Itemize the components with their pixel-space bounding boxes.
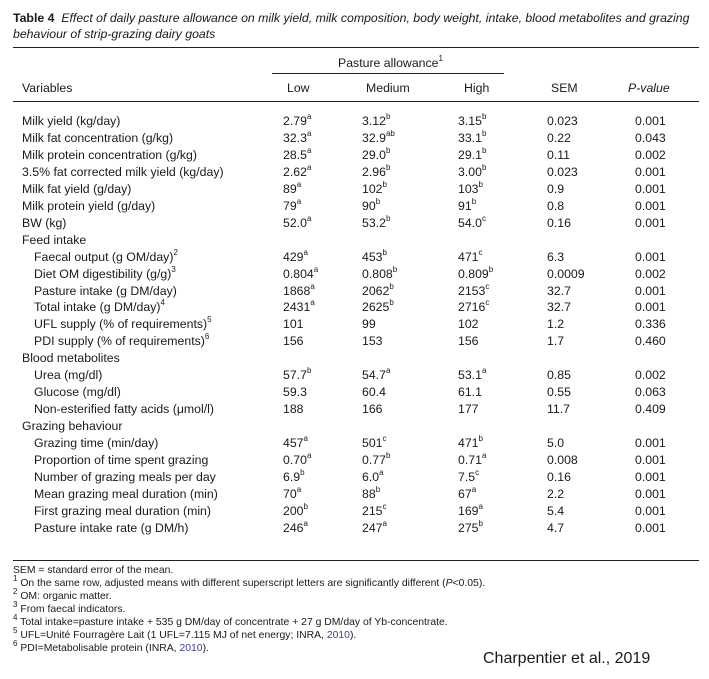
- row-label: Milk fat yield (g/day): [22, 182, 132, 196]
- footnote-6: $^6$ PDI=Metabolisable protein (INRA, 2010).: [13, 638, 209, 654]
- cell-sem: 32.7: [547, 300, 571, 314]
- row-label: Diet OM digestibility $(g/g)^3$: [34, 264, 176, 281]
- cell-p: 0.001: [635, 114, 666, 128]
- cell-sem: 11.7: [547, 402, 571, 416]
- cell-sem: 0.11: [547, 148, 571, 162]
- row-label: BW (kg): [22, 216, 67, 230]
- cell-low: 32.3$^a$: [283, 128, 312, 145]
- cell-p: 0.002: [635, 148, 666, 162]
- cell-p: 0.001: [635, 521, 666, 535]
- cell-p: 0.001: [635, 504, 666, 518]
- cell-sem: 0.55: [547, 385, 571, 399]
- cell-med: 53.2$^b$: [362, 213, 391, 230]
- cell-low: 429$^a$: [283, 247, 308, 264]
- cell-high: 0.71$^a$: [458, 450, 487, 467]
- cell-low: 57.7$^b$: [283, 365, 312, 382]
- row-label: First grazing meal duration (min): [34, 504, 211, 518]
- cell-sem: 0.22: [547, 131, 571, 145]
- cell-low: 0.804$^a$: [283, 264, 319, 281]
- cell-med: 99: [362, 317, 376, 331]
- cell-low: 70$^a$: [283, 484, 302, 501]
- cell-med: 2062$^b$: [362, 281, 394, 298]
- cell-high: 33.1$^b$: [458, 128, 487, 145]
- cell-low: 79$^a$: [283, 196, 302, 213]
- cell-sem: 0.8: [547, 199, 565, 213]
- cell-sem: 0.16: [547, 470, 571, 484]
- cell-high: 29.1$^b$: [458, 145, 487, 162]
- footnote-1: $^1$ On the same row, adjusted means with different superscript letters are significantly different (P<0.05).: [13, 573, 486, 589]
- cell-sem: 5.0: [547, 436, 565, 450]
- cell-p: 0.001: [635, 250, 666, 264]
- cell-p: 0.043: [635, 131, 666, 145]
- col-header-low: Low: [287, 81, 310, 95]
- cell-high: 0.809$^b$: [458, 264, 494, 281]
- cell-high: 3.15$^b$: [458, 111, 487, 128]
- col-header-variables: Variables: [22, 81, 73, 95]
- row-label: Milk protein yield (g/day): [22, 199, 156, 213]
- section-heading: Feed intake: [22, 233, 87, 247]
- cell-med: 54.7$^a$: [362, 365, 391, 382]
- cell-med: 90$^b$: [362, 196, 381, 213]
- pasture-allowance-header: Pasture allowance$^1$: [338, 53, 443, 70]
- col-header-sem: SEM: [551, 81, 578, 95]
- cell-p: 0.409: [635, 402, 666, 416]
- cell-med: 166: [362, 402, 383, 416]
- cell-high: 103$^b$: [458, 179, 483, 196]
- cell-sem: 2.2: [547, 487, 565, 501]
- cell-sem: 0.0009: [547, 267, 585, 281]
- cell-sem: 0.16: [547, 216, 571, 230]
- row-label: Grazing time (min/day): [34, 436, 159, 450]
- cell-med: 88$^b$: [362, 484, 381, 501]
- row-label: PDI supply (% of requirements)$^6$: [34, 331, 210, 348]
- cell-high: 3.00$^b$: [458, 162, 487, 179]
- cell-high: 91$^b$: [458, 196, 477, 213]
- cell-p: 0.001: [635, 300, 666, 314]
- cell-high: 53.1$^a$: [458, 365, 487, 382]
- cell-med: 2.96$^b$: [362, 162, 391, 179]
- cell-med: 32.9$^{ab}$: [362, 128, 395, 145]
- row-label: Milk protein concentration (g/kg): [22, 148, 197, 162]
- header-rule: [13, 101, 699, 102]
- cell-high: 2153$^c$: [458, 281, 490, 298]
- row-label: Number of grazing meals per day: [34, 470, 216, 484]
- cell-high: 102: [458, 317, 479, 331]
- cell-sem: 32.7: [547, 284, 571, 298]
- cell-high: 2716$^c$: [458, 297, 490, 314]
- row-label: Urea (mg/dl): [34, 368, 103, 382]
- cell-med: 501$^c$: [362, 433, 387, 450]
- section-heading: Blood metabolites: [22, 351, 120, 365]
- cell-med: 215$^c$: [362, 501, 387, 518]
- cell-med: 29.0$^b$: [362, 145, 391, 162]
- cell-p: 0.001: [635, 182, 666, 196]
- cell-low: 156: [283, 334, 304, 348]
- footnote-2: $^2$ OM: organic matter.: [13, 586, 112, 602]
- cell-med: 153: [362, 334, 383, 348]
- cell-low: 188: [283, 402, 304, 416]
- cell-low: 0.70$^a$: [283, 450, 312, 467]
- cell-low: 457$^a$: [283, 433, 308, 450]
- cell-low: 89$^a$: [283, 179, 302, 196]
- cell-med: 60.4: [362, 385, 386, 399]
- cell-p: 0.063: [635, 385, 666, 399]
- cell-sem: 1.2: [547, 317, 565, 331]
- cell-p: 0.001: [635, 216, 666, 230]
- cell-sem: 6.3: [547, 250, 565, 264]
- cell-high: 7.5$^c$: [458, 467, 480, 484]
- row-label: Milk yield (kg/day): [22, 114, 121, 128]
- cell-sem: 0.023: [547, 114, 578, 128]
- row-label: Faecal output (g OM/day)$^2$: [34, 247, 178, 264]
- cell-p: 0.001: [635, 436, 666, 450]
- cell-p: 0.460: [635, 334, 666, 348]
- cell-p: 0.336: [635, 317, 666, 331]
- col-header-pvalue: P-value: [628, 81, 670, 95]
- footnote-sem: SEM = standard error of the mean.: [13, 565, 174, 576]
- cell-p: 0.001: [635, 470, 666, 484]
- cell-p: 0.001: [635, 284, 666, 298]
- row-label: UFL supply (% of requirements)$^5$: [34, 314, 212, 331]
- source-credit: Charpentier et al., 2019: [483, 650, 651, 667]
- section-heading: Grazing behaviour: [22, 419, 123, 433]
- cell-low: 2.62$^a$: [283, 162, 312, 179]
- cell-high: 67$^a$: [458, 484, 477, 501]
- cell-low: 28.5$^a$: [283, 145, 312, 162]
- cell-sem: 0.85: [547, 368, 571, 382]
- cell-med: 0.77$^b$: [362, 450, 391, 467]
- cell-sem: 0.023: [547, 165, 578, 179]
- cell-sem: 0.008: [547, 453, 578, 467]
- cell-low: 2431$^a$: [283, 297, 315, 314]
- row-label: Non-esterified fatty acids (μmol/l): [34, 402, 214, 416]
- cell-med: 453$^b$: [362, 247, 387, 264]
- footnote-3: $^3$ From faecal indicators.: [13, 599, 126, 615]
- table-label: Table 4: [13, 11, 55, 25]
- col-header-medium: Medium: [366, 81, 410, 95]
- row-label: Glucose (mg/dl): [34, 385, 121, 399]
- cell-med: 102$^b$: [362, 179, 387, 196]
- cell-med: 0.808$^b$: [362, 264, 398, 281]
- cell-high: 471$^c$: [458, 247, 483, 264]
- row-label: Mean grazing meal duration (min): [34, 487, 218, 501]
- cell-p: 0.002: [635, 267, 666, 281]
- cell-low: 52.0$^a$: [283, 213, 312, 230]
- cell-sem: 0.9: [547, 182, 565, 196]
- cell-low: 59.3: [283, 385, 307, 399]
- cell-low: 1868$^a$: [283, 281, 315, 298]
- cell-low: 200$^b$: [283, 501, 308, 518]
- bottom-rule: [13, 560, 699, 561]
- row-label: Proportion of time spent grazing: [34, 453, 209, 467]
- cell-high: 177: [458, 402, 479, 416]
- cell-med: 3.12$^b$: [362, 111, 391, 128]
- cell-p: 0.001: [635, 165, 666, 179]
- row-label: Pasture intake rate (g DM/h): [34, 521, 189, 535]
- cell-sem: 1.7: [547, 334, 565, 348]
- cell-p: 0.001: [635, 453, 666, 467]
- row-label: 3.5% fat corrected milk yield (kg/day): [22, 165, 224, 179]
- cell-p: 0.001: [635, 487, 666, 501]
- cell-med: 2625$^b$: [362, 297, 394, 314]
- cell-low: 2.79$^a$: [283, 111, 312, 128]
- cell-low: 246$^a$: [283, 518, 308, 535]
- cell-high: 156: [458, 334, 479, 348]
- group-rule: [272, 73, 504, 74]
- cell-low: 6.9$^b$: [283, 467, 305, 484]
- cell-high: 471$^b$: [458, 433, 483, 450]
- cell-p: 0.002: [635, 368, 666, 382]
- reference-link-inra-2010[interactable]: 2010: [326, 630, 350, 641]
- cell-low: 101: [283, 317, 304, 331]
- table-caption: [13, 10, 703, 42]
- cell-high: 275$^b$: [458, 518, 483, 535]
- cell-sem: 5.4: [547, 504, 565, 518]
- row-label: Pasture intake (g DM/day): [34, 284, 177, 298]
- cell-high: 61.1: [458, 385, 482, 399]
- table-title: Effect of daily pasture allowance on milk yield, milk composition, body weight, intake, blood metabolites and grazing behaviour of strip-grazing dairy goats: [13, 11, 690, 41]
- footnote-4: $^4$ Total intake=pasture intake + 535 g DM/day of concentrate + 27 g DM/day of Yb-concentrate.: [13, 612, 448, 628]
- cell-med: 247$^a$: [362, 518, 387, 535]
- top-rule: [13, 47, 699, 48]
- cell-sem: 4.7: [547, 521, 565, 535]
- reference-link-inra-2010-b[interactable]: 2010: [179, 643, 203, 654]
- cell-med: 6.0$^a$: [362, 467, 384, 484]
- col-header-high: High: [464, 81, 490, 95]
- cell-p: 0.001: [635, 199, 666, 213]
- row-label: Milk fat concentration (g/kg): [22, 131, 174, 145]
- cell-high: 54.0$^c$: [458, 213, 486, 230]
- cell-high: 169$^a$: [458, 501, 483, 518]
- footnote-5: $^5$ UFL=Unité Fourragère Lait (1 UFL=7.115 MJ of net energy; INRA, 2010).: [13, 625, 357, 641]
- row-label: Total intake (g DM/day)$^4$: [34, 297, 165, 314]
